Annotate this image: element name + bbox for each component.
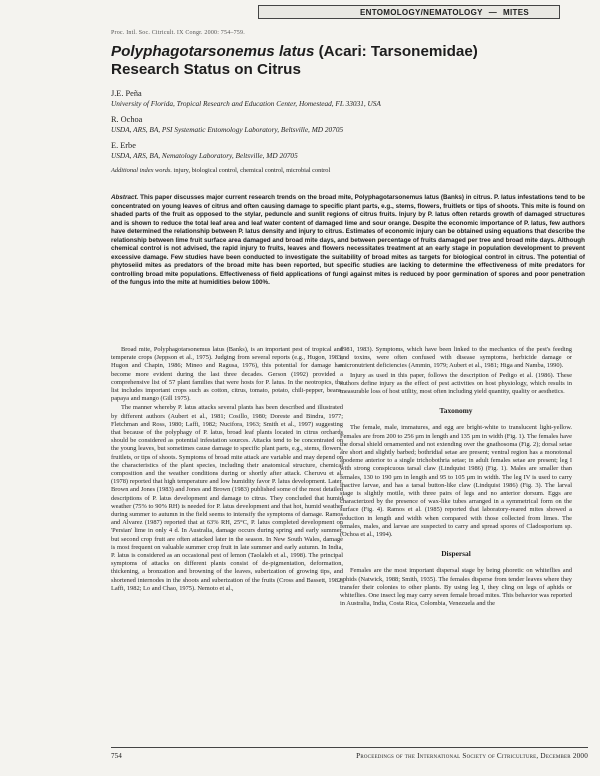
paper-title [111,43,581,79]
index-words [111,166,581,175]
footer-rule [111,747,588,748]
body-paragraph: Females are the most important dispersal stage by being phoretic on whiteflies and aphids (Natwick, 1988; Smith, 1935). The females disperse from tender leaves where they transfer their colonies to other plants. By using leg I, they cling on legs of aphids or whiteflies. One insect leg may carry seven female broad mites. This behavior was reported in Australia, India, Costa Rica, Colombia, Venezuela and the [340,567,572,608]
title-rest: (Acari: Tarsonemidae) [314,43,478,60]
author-block [111,140,581,161]
header-subsection: MITES [503,7,529,17]
journal-name: Proceedings of the International Society of Citriculture, December 2000 [356,752,588,760]
right-column [340,346,572,609]
body-paragraph: Injury as used in this paper, follows the description of Pedigo et al. (1986). These authors define injury as the effect of pest activities on host physiology, which results in measurable loss of host utility, most often including yield quantity, quality or aesthetics. [340,371,572,396]
abstract-label: Abstract. [111,194,139,201]
author-block [111,114,581,135]
section-heading-taxonomy: Taxonomy [439,406,473,416]
abstract [111,194,585,288]
header-section: ENTOMOLOGY/NEMATOLOGY [359,7,483,17]
body-paragraph: The female, male, immatures, and egg are bright-white to translucent light-yellow. Females are from 200 to 256 µm in length and 135 µm in width (Fig. 1). The females have the dorsal shield ornamented and not extending over the gnathosoma (Fig. 2); dorsal setae are short and slightly barbed; bothridial setae are present; ventral region has a monotonal apodeme anterior to a single trichobothria setae; in adult females setae are present; leg I with strong conspicuous tarsal claw (Lindquist 1986) (Fig. 1). Males are smaller than females, 130 to 190 µm in length and 95 to 105 µm in width. The leg IV is used to carry inactive larvae, and has a tarsal button-like claw (Lindquist 1986) (Fig. 3). The larval stage is slightly motile, with three pairs of legs and no anterior dorsum. Eggs are characterized by the presence of wax-like tubes arranged in a symmetrical form on the surface (Fig. 4). Ramos et al. (1985) reported that laboratory-reared mites showed a reduction in length and width when compared with those collected from limes. The females, males, and larvae are suspected to carry and spread spores of Cladosporium sp. (Ochoa et al., 1994). [340,424,572,539]
index-words-text: injury, biological control, chemical control, microbial control [172,167,331,174]
author-name: R. Ochoa [111,115,143,124]
running-header [258,5,560,19]
author-affiliation: USDA, ARS, BA, PSI Systematic Entomology Laboratory, Beltsville, MD 20705 [111,125,344,134]
title-species: Polyphagotarsonemus latus [111,43,315,60]
body-paragraph: The manner whereby P. latus attacks several plants has been described and illustrated by different authors (Aubert et al., 1981; Cosillo, 1980; Doreste and Bindra, 1977; Fletchman and Ross, 1980; Laffi, 1982; Nucifora, 1963; Smith et al., 1997) suggesting that because of the polyphagy of P. latus, broad leaf plants located in citrus orchards should be considered as potential infestation sources. Attacks tend to be concentrated on the young leaves, but sometimes cause damage to specific plant parts, e.g., stems, flowers, fruitlets, or tips of shoots. Symptoms of broad mite attack are variable and may depend on the characteristics of the plant species, including their anatomical structure, chemical composition and the weather conditions during or shortly after attack. Cheruvu et al. (1978) reported that high temperature and low humidity favor P. latus development. Later, Brown and Jones (1983) and Jones and Brown (1983) published some of the most detailed descriptions of P. latus development and damage to citrus. They concluded that humid weather (75% to 90% RH) is needed for P. latus development and that hot, humid weather during summer to autumn in the field seems to intensify the symptoms of damage. Ramos and Alvarez (1987) reported that at 63% RH, 25°C, P. latus completed development on 'Persian' lime in only 4 d. In Australia, damage occurs during spring and early summer, but second crop fruit are often attacked later in the season. In New South Wales, damage is most frequent on valuable summer crop fruit in late summer and early autumn. In India, P. latus is considered as an occasional pest of lemon (Taolaleh et al., 1998). The principal symptoms of attacks on different plants consist of de-pigmentation, deformation, thickening, a bronzation and browning of the leaves, suberization of growing tips, and shortened internodes in the shoots and suberization of the fruits (Cross and Bassett, 1982; Laffi, 1982; Lo and Chao, 1975). Nemoto et al., [111,404,343,592]
page-footer [111,752,588,760]
author-affiliation: USDA, ARS, BA, Nematology Laboratory, Beltsville, MD 20705 [111,151,298,160]
body-paragraph: Broad mite, Polyphagotarsonemus latus (Banks), is an important pest of tropical and temperate crops (Jeppson et al., 1975). Judging from several reports (e.g., Hugon, 1983; Hugon and Chapin, 1986; Mineo and Ragusa, 1976), this potential for damage has become more evident during the last three decades. Gerson (1992) provided a comprehensive list of 57 plant families that were hosts for P. latus. In the neotropics, the list includes important crops such as cotton, citrus, tomato, potato, chili-pepper, beans, papaya and mango (Gill 1975). [111,346,343,403]
author-list [111,88,581,175]
author-affiliation: University of Florida, Tropical Research and Education Center, Homestead, FL 33031, USA [111,99,381,108]
index-words-label: Additional index words. [111,167,173,174]
page-number: 754 [111,752,122,760]
author-block [111,88,581,109]
body-paragraph: 1981, 1983). Symptoms, which have been linked to the mechanics of the pest's feeding and toxins, were often confused with disease symptoms, herbicide damage or micronutrient deficiencies (Ammin, 1979; Aubert et al., 1981; Higa and Namba, 1990). [340,346,572,370]
citation-line: Proc. Intl. Soc. Citricult. IX Congr. 2000: 754–759. [111,30,245,36]
abstract-text: This paper discusses major current research trends on the broad mite, Polyphagotarsonemus latus (Banks) in citrus. P. latus infestations tend to be concentrated on young leaves of citrus and often causing damage to specific plant parts, e.g., stems, flowers, fruitlets or tips of shoots. This mite is found on shaded parts of the fruit as opposed to the stylar, peduncle and sunlit regions of citrus fruits. Injury by P. latus often retards growth of damaged structures and is shown to reduce the total leaf area and leaf water content of damaged lime and sour orange. Despite the economic importance of P. latus, few authors have determined the relationship between P. latus density and injury to citrus. Estimates of economic injury can be obtained using equations that describe the relationship between lime fruit surface area damaged and broad mite days, and between percentage of fruits damaged per tree and broad mite days. Although chemical control is not advised, the rapid injury to fruits, leaves and flowers necessitates treatment at an early stage in population development to prevent excessive damage. Few studies have been conducted to investigate the suitability of broad mites as targets for biological control in citrus. The potential of phytoseiid mites as predators of the broad mite has been reported, but specific studies are lacking to determine the effectiveness of mite predators for controlling broad mite populations. Effectiveness of field applications of fungi against mites is reduced by poor germination of spores and poor penetration of the fungus into the mite at humidities below 100%. [111,194,586,286]
author-name: J.E. Peña [111,89,142,98]
header-separator: — [488,7,498,17]
section-heading-dispersal: Dispersal [441,549,471,559]
title-line2: Research Status on Citrus [111,61,301,78]
author-name: E. Erbe [111,141,136,150]
left-column [111,346,343,594]
